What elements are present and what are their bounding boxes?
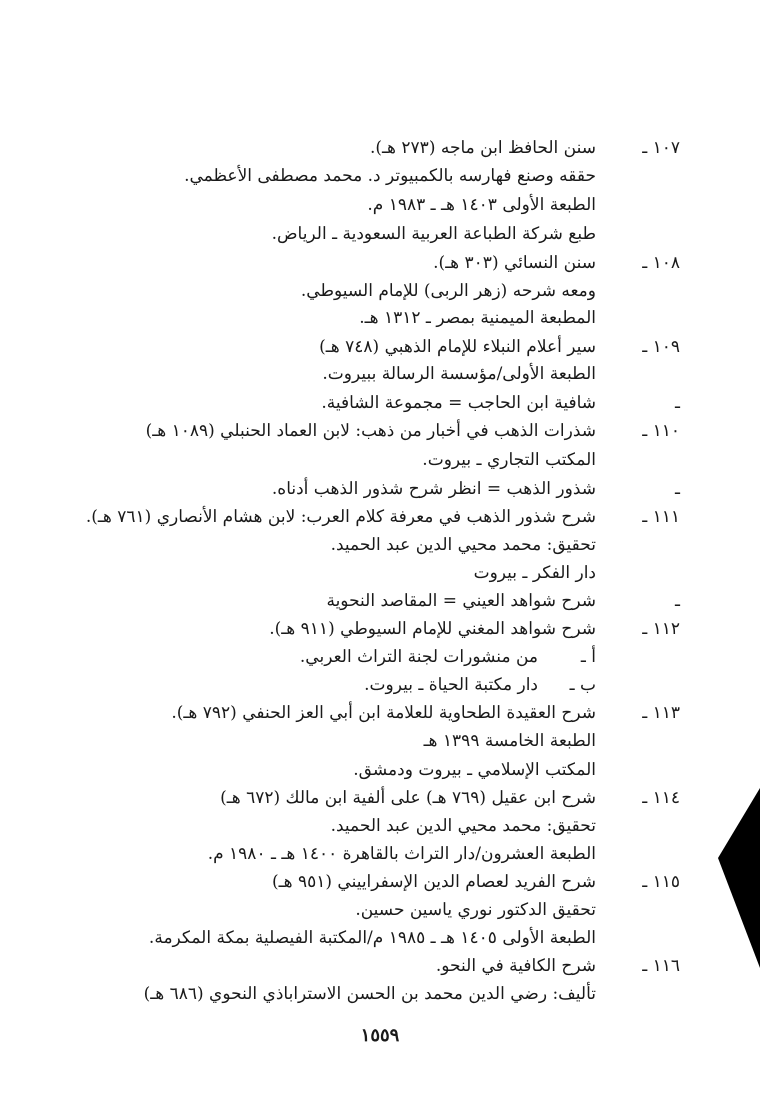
sub-item-marker: ب ـ [569,675,596,695]
entry-line: تحقيق: محمد محيي الدين عبد الحميد. [330,535,596,555]
entry-line: ومعه شرحه (زهر الربى) للإمام السيوطي. [300,281,596,301]
entry-line: تحقيق الدكتور نوري ياسين حسين. [355,900,596,920]
entry-line: شرح الكافية في النحو. [435,956,596,976]
entry-number: ـ [675,591,680,611]
entry-number: ١١١ ـ [642,507,680,527]
page-edge-shadow [718,788,760,968]
entry-line: تحقيق: محمد محيي الدين عبد الحميد. [330,816,596,836]
entry-line: تأليف: رضي الدين محمد بن الحسن الاستراباذي النحوي (٦٨٦ هـ) [143,984,596,1004]
entry-line: دار الفكر ـ بيروت [473,563,596,583]
entry-line: الطبعة الأولى ١٤٠٥ هـ ـ ١٩٨٥ م/المكتبة الفيصلية بمكة المكرمة. [148,928,596,948]
page-number: ١٥٥٩ [360,1025,400,1046]
entry-line: حققه وصنع فهارسه بالكمبيوتر د. محمد مصطفى الأعظمي. [184,166,596,186]
entry-line: شذور الذهب = انظر شرح شذور الذهب أدناه. [271,479,596,499]
entry-line: شرح شواهد العيني = المقاصد النحوية [326,591,596,611]
sub-item-marker: أ ـ [580,647,596,667]
entry-line: الطبعة الأولى/مؤسسة الرسالة ببيروت. [322,364,596,384]
entry-line: المكتب الإسلامي ـ بيروت ودمشق. [353,760,596,780]
entry-number: ١٠٨ ـ [642,253,680,273]
entry-number: ١٠٩ ـ [642,337,680,357]
entry-number: ١١٥ ـ [642,872,680,892]
entry-number: ١١٦ ـ [642,956,680,976]
entry-line: المكتب التجاري ـ بيروت. [422,450,596,470]
entry-line: سير أعلام النبلاء للإمام الذهبي (٧٤٨ هـ) [319,337,596,357]
entry-line: شذرات الذهب في أخبار من ذهب: لابن العماد الحنبلي (١٠٨٩ هـ) [145,421,596,441]
entry-number: ١١٤ ـ [642,788,680,808]
entry-line: طبع شركة الطباعة العربية السعودية ـ الرياض. [271,224,596,244]
sub-item-text: من منشورات لجنة التراث العربي. [299,647,538,667]
entry-line: شرح الفريد لعصام الدين الإسفراييني (٩٥١ هـ) [271,872,596,892]
entry-line: شافية ابن الحاجب = مجموعة الشافية. [321,393,596,413]
entry-number: ١٠٧ ـ [642,138,680,158]
entry-line: الطبعة الأولى ١٤٠٣ هـ ـ ١٩٨٣ م. [367,195,596,215]
entry-line: شرح شذور الذهب في معرفة كلام العرب: لابن هشام الأنصاري (٧٦١ هـ). [85,507,596,527]
entry-number: ١١٣ ـ [642,703,680,723]
entry-line: سنن الحافظ ابن ماجه (٢٧٣ هـ). [370,138,596,158]
entry-number: ـ [675,393,680,413]
entry-line: سنن النسائي (٣٠٣ هـ). [433,253,596,273]
entry-line: الطبعة العشرون/دار التراث بالقاهرة ١٤٠٠ هـ ـ ١٩٨٠ م. [207,844,596,864]
sub-item-text: دار مكتبة الحياة ـ بيروت. [364,675,538,695]
entry-line: شرح ابن عقيل (٧٦٩ هـ) على ألفية ابن مالك (٦٧٢ هـ) [220,788,596,808]
entry-number: ١١٠ ـ [642,421,680,441]
entry-line: شرح شواهد المغني للإمام السيوطي (٩١١ هـ). [269,619,596,639]
entry-line: شرح العقيدة الطحاوية للعلامة ابن أبي العز الحنفي (٧٩٢ هـ). [171,703,596,723]
entry-number: ١١٢ ـ [642,619,680,639]
entry-line: الطبعة الخامسة ١٣٩٩ هـ [423,731,596,751]
entry-number: ـ [675,479,680,499]
entry-line: المطبعة الميمنية بمصر ـ ١٣١٢ هـ. [359,308,596,328]
